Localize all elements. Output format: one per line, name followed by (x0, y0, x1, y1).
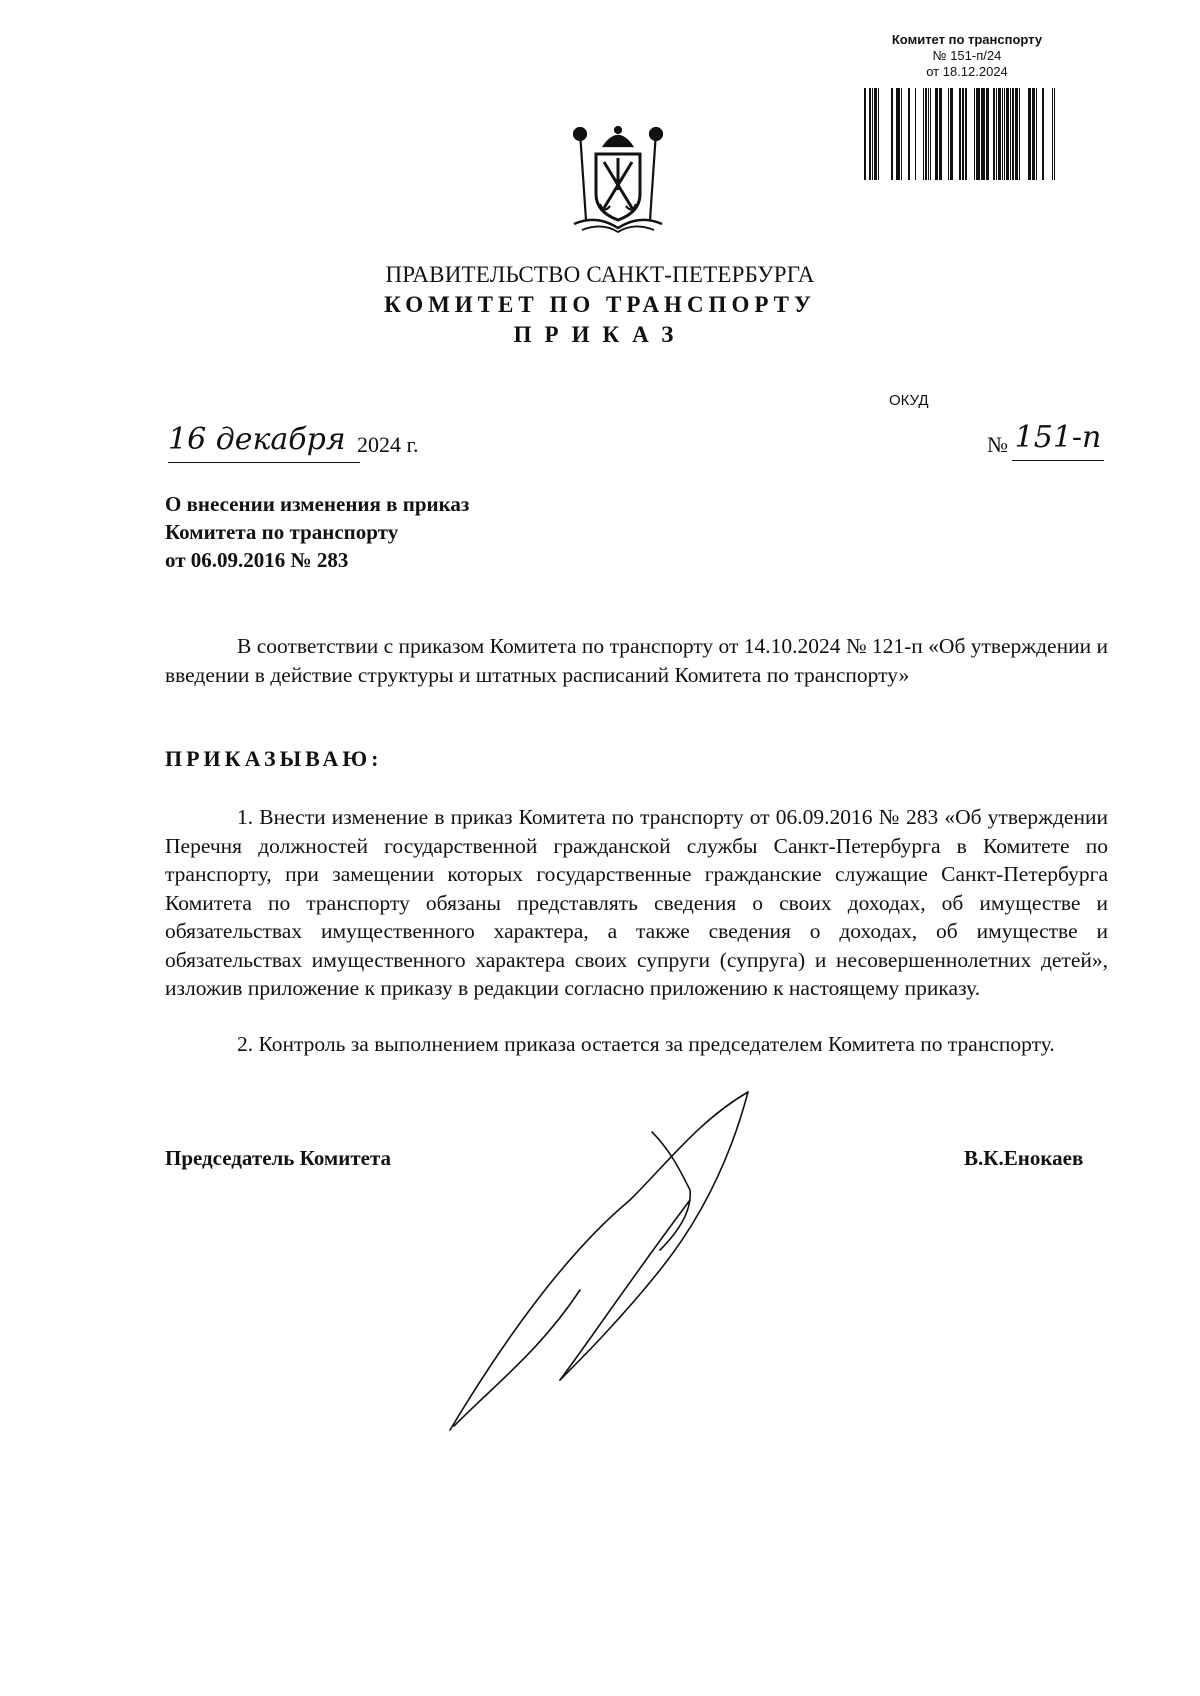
subject-line-1: О внесении изменения в приказ (165, 492, 470, 516)
stamp-number: № 151-п/24 (932, 48, 1002, 63)
committee-title: КОМИТЕТ ПО ТРАНСПОРТУ (384, 292, 816, 317)
handwritten-signature (430, 1080, 760, 1450)
order-item-2: 2. Контроль за выполнением приказа остается за председателем Комитета по транспорту. (237, 1032, 1055, 1056)
document-subject (165, 490, 469, 574)
signatory-name: В.К.Енокаев (964, 1146, 1084, 1170)
document-type: ПРИКАЗ (513, 322, 687, 347)
barcode (864, 88, 1068, 180)
coat-of-arms-emblem (566, 124, 670, 236)
subject-line-2: Комитета по транспорту (165, 520, 399, 544)
order-item-1: 1. Внести изменение в приказ Комитета по транспорту от 06.09.2016 № 283 «Об утверждении Перечня должностей государственной гражданской службы Санкт-Петербурга в Комитете по транспорту, при замещении которых государственные гражданские служащие Санкт-Петербурга Комитета по транспорту обязаны представлять сведения о своих доходах, об имуществе и обязательствах имущественного характера, а также сведения о доходах, об имуществе и обязательствах имущественного характера своих супруги (супруга) и несовершеннолетних детей», изложив приложение к приказу в редакции согласно приложению к настоящему приказу. (165, 805, 1108, 1000)
stamp-date: от 18.12.2024 (926, 64, 1008, 79)
preamble-paragraph: В соответствии с приказом Комитета по транспорту от 14.10.2024 № 121-п «Об утверждении и введении в действие структуры и штатных расписаний Комитета по транспорту» (165, 634, 1108, 687)
order-word: ПРИКАЗЫВАЮ: (165, 746, 383, 771)
signatory-position: Председатель Комитета (165, 1146, 392, 1170)
date-year: 2024 г. (357, 432, 419, 457)
subject-line-3: от 06.09.2016 № 283 (165, 548, 349, 572)
government-title: ПРАВИТЕЛЬСТВО САНКТ-ПЕТЕРБУРГА (385, 262, 815, 287)
handwritten-date: 16 декабря (168, 422, 360, 463)
number-sign: № (987, 432, 1008, 457)
okud-label: ОКУД (889, 392, 929, 409)
registration-stamp (872, 32, 1062, 80)
handwritten-number: 151-п (1012, 420, 1104, 461)
stamp-org: Комитет по транспорту (891, 32, 1043, 47)
